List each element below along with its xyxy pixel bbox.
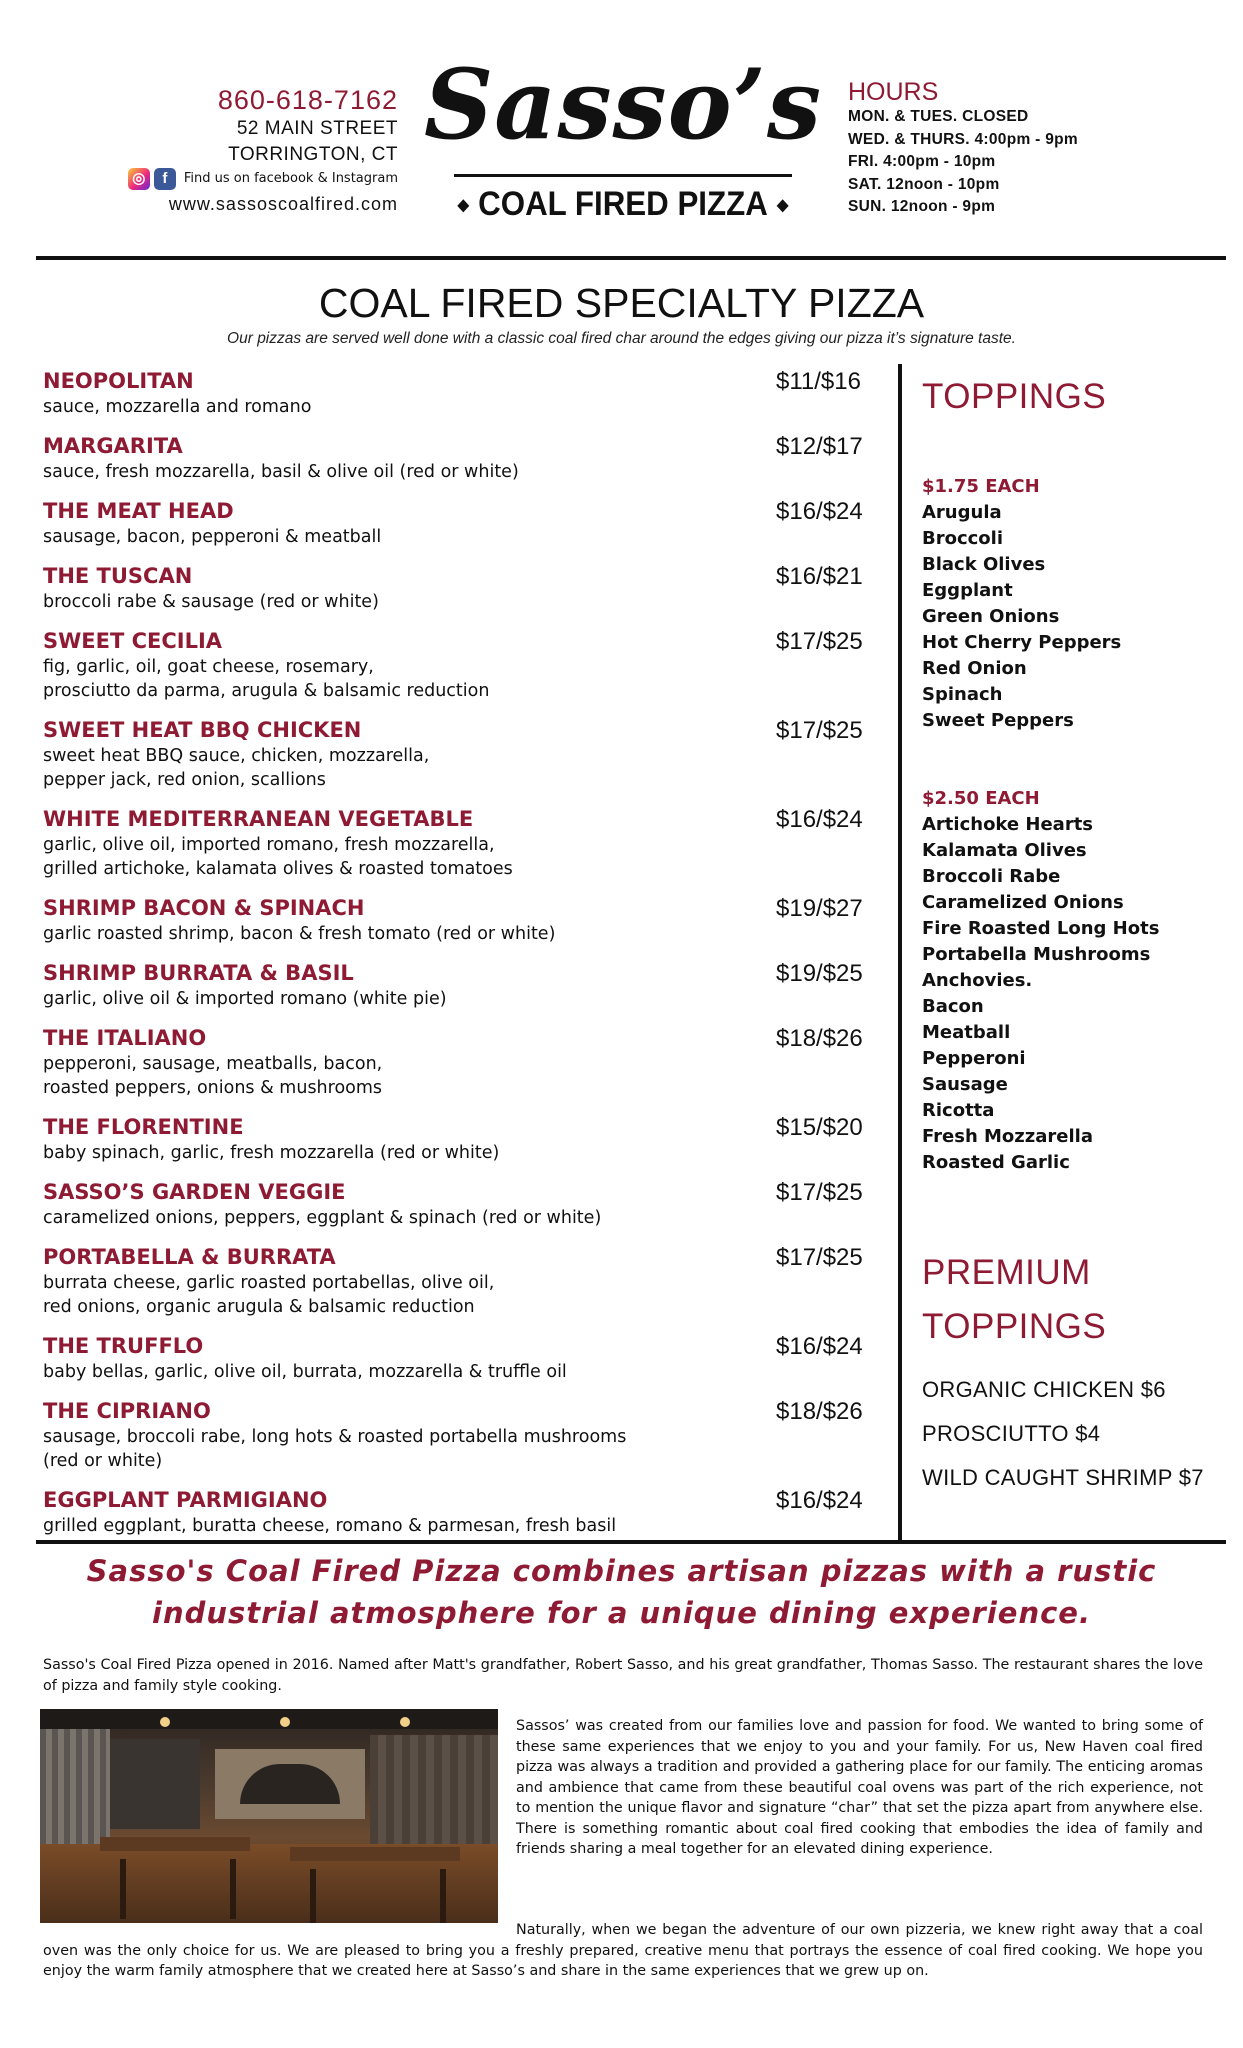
about-paragraph-2: Sassos’ was created from our families love and passion for food. We wanted to bring some of these same experiences that we enjoy to you and your family. For us, New Haven coal fired pizza was always a tradition and provided a gathering place for our family. The enticing aromas and ambience that came from these beautiful coal ovens was part of the rich experience, not to mention the unique flavor and signature “char” that set the pizza apart from anywhere else. There is something romantic about coal fired cooking that embodies the idea of family and friends sharing a meal together for an elevated dining experience.	[516, 1718, 1203, 1857]
pizza-item	[43, 895, 883, 946]
pizza-price: $16/$24	[776, 1333, 863, 1360]
facebook-icon[interactable]: f	[154, 168, 176, 190]
pizza-price: $17/$25	[776, 628, 863, 655]
toppings-group-2	[922, 812, 1222, 1176]
pizza-item	[43, 368, 883, 419]
section-title: COAL FIRED SPECIALTY PIZZA	[318, 280, 925, 326]
pizza-description: (red or white)	[43, 1451, 163, 1471]
hours-line: SUN. 12noon - 9pm	[848, 198, 996, 215]
pizza-name: THE FLORENTINE	[43, 1115, 244, 1139]
instagram-icon[interactable]: ◎	[128, 168, 150, 190]
logo	[418, 50, 828, 230]
topping-item: Sausage	[922, 1074, 1008, 1095]
about-paragraph-3: Naturally, when we began the adventure of our own pizzeria, we knew right away that a coal oven was the only choice for us. We are pleased to bring you a freshly prepared, creative menu that portrays the essence of coal fired cooking. We hope you enjoy the warm family atmosphere that we created here at Sasso’s and share in the same experiences that we grew up on.	[43, 1922, 1203, 1979]
pizza-description: garlic, olive oil, imported romano, fresh mozzarella,	[43, 835, 495, 855]
pizza-name: SHRIMP BACON & SPINACH	[43, 896, 365, 920]
topping-item: Caramelized Onions	[922, 892, 1124, 913]
column-divider	[898, 364, 902, 1540]
toppings-price-tier-2: $2.50 EACH	[922, 788, 1040, 809]
divider	[36, 1540, 1226, 1544]
divider	[36, 256, 1226, 260]
topping-item: Roasted Garlic	[922, 1152, 1070, 1173]
pizza-price: $16/$24	[776, 806, 863, 833]
pizza-name: SWEET CECILIA	[43, 629, 223, 653]
pizza-item	[43, 1398, 883, 1473]
topping-item: Ricotta	[922, 1100, 995, 1121]
topping-item: Eggplant	[922, 580, 1013, 601]
pizza-item	[43, 1179, 883, 1230]
topping-item: Pepperoni	[922, 1048, 1026, 1069]
toppings-price-tier-1: $1.75 EACH	[922, 476, 1040, 497]
pizza-item	[43, 1487, 883, 1538]
hours-block	[848, 78, 1228, 219]
pizza-name: SHRIMP BURRATA & BASIL	[43, 961, 354, 985]
logo-script: Sasso’s	[423, 48, 823, 161]
restaurant-interior-photo	[40, 1709, 498, 1923]
pizza-item	[43, 1244, 883, 1319]
diamond-icon: ◆	[457, 197, 469, 215]
pizza-price: $15/$20	[776, 1114, 863, 1141]
pizza-item	[43, 960, 883, 1011]
pizza-price: $16/$24	[776, 1487, 863, 1514]
pizza-name: THE CIPRIANO	[43, 1399, 211, 1423]
toppings-title: TOPPINGS	[922, 377, 1107, 416]
topping-item: Red Onion	[922, 658, 1027, 679]
pizza-description: pepperoni, sausage, meatballs, bacon,	[43, 1054, 383, 1074]
pizza-name: THE TRUFFLO	[43, 1334, 204, 1358]
premium-topping-item: WILD CAUGHT SHRIMP $7	[922, 1465, 1204, 1490]
pizza-description: sausage, bacon, pepperoni & meatball	[43, 527, 382, 547]
tagline-line-2: industrial atmosphere for a unique dining experience.	[152, 1596, 1091, 1630]
address-line-1: 52 MAIN STREET	[236, 118, 398, 139]
pizza-name: MARGARITA	[43, 434, 183, 458]
phone-number[interactable]: 860-618-7162	[217, 85, 398, 115]
address-line-2: TORRINGTON, CT	[228, 144, 398, 165]
premium-title-2: TOPPINGS	[922, 1307, 1107, 1346]
pizza-price: $19/$27	[776, 895, 863, 922]
premium-title-1: PREMIUM	[922, 1253, 1091, 1292]
spacer	[922, 1354, 1222, 1368]
premium-topping-item: PROSCIUTTO $4	[922, 1421, 1101, 1446]
pizza-price: $16/$24	[776, 498, 863, 525]
pizza-name: THE ITALIANO	[43, 1026, 207, 1050]
pizza-price: $17/$25	[776, 1244, 863, 1271]
logo-subtitle	[434, 178, 811, 232]
pizza-item	[43, 433, 883, 484]
spacer	[922, 424, 1222, 474]
contact-block	[58, 84, 398, 218]
pizza-item	[43, 717, 883, 792]
pizza-description: sauce, fresh mozzarella, basil & olive oil (red or white)	[43, 462, 519, 482]
social-text: Find us on facebook & Instagram	[183, 171, 398, 186]
topping-item: Arugula	[922, 502, 1002, 523]
toppings-column	[922, 370, 1222, 1500]
topping-item: Bacon	[922, 996, 984, 1017]
pizza-name: THE TUSCAN	[43, 564, 193, 588]
pizza-item	[43, 1114, 883, 1165]
about-paragraph-1: Sasso's Coal Fired Pizza opened in 2016. Named after Matt's grandfather, Robert Sasso, and his great grandfather, Thomas Sasso. The restaurant shares the love of pizza and family style cooking.	[43, 1657, 1203, 1694]
pizza-description: garlic roasted shrimp, bacon & fresh tomato (red or white)	[43, 924, 556, 944]
pizza-item	[43, 806, 883, 881]
pizza-description: baby bellas, garlic, olive oil, burrata, mozzarella & truffle oil	[43, 1362, 567, 1382]
topping-item: Black Olives	[922, 554, 1046, 575]
section-subtitle: Our pizzas are served well done with a classic coal fired char around the edges giving our pizza it’s signature taste.	[227, 330, 1016, 347]
topping-item: Meatball	[922, 1022, 1011, 1043]
topping-item: Artichoke Hearts	[922, 814, 1094, 835]
pizza-name: PORTABELLA & BURRATA	[43, 1245, 336, 1269]
pizza-price: $12/$17	[776, 433, 863, 460]
topping-item: Broccoli Rabe	[922, 866, 1061, 887]
topping-item: Fresh Mozzarella	[922, 1126, 1093, 1147]
premium-topping-item: ORGANIC CHICKEN $6	[922, 1377, 1166, 1402]
pizza-price: $17/$25	[776, 1179, 863, 1206]
hours-line: MON. & TUES. CLOSED	[848, 108, 1029, 125]
logo-rule	[454, 174, 792, 177]
pizza-description: sausage, broccoli rabe, long hots & roasted portabella mushrooms	[43, 1427, 627, 1447]
social-row	[58, 168, 398, 190]
pizza-description: pepper jack, red onion, scallions	[43, 770, 326, 790]
hours-line: FRI. 4:00pm - 10pm	[848, 153, 996, 170]
spacer	[922, 1176, 1222, 1246]
pizza-description: baby spinach, garlic, fresh mozzarella (red or white)	[43, 1143, 500, 1163]
pizza-price: $19/$25	[776, 960, 863, 987]
pizza-name: SASSO’S GARDEN VEGGIE	[43, 1180, 346, 1204]
logo-subtitle-text: COAL FIRED PIZZA	[478, 185, 768, 223]
hours-title: HOURS	[848, 78, 939, 106]
pizza-item	[43, 1333, 883, 1384]
premium-list	[922, 1368, 1222, 1500]
pizza-item	[43, 1025, 883, 1100]
topping-item: Fire Roasted Long Hots	[922, 918, 1160, 939]
pizza-description: broccoli rabe & sausage (red or white)	[43, 592, 379, 612]
pizza-price: $17/$25	[776, 717, 863, 744]
hours-line: WED. & THURS. 4:00pm - 9pm	[848, 130, 1078, 148]
pizza-description: prosciutto da parma, arugula & balsamic reduction	[43, 681, 490, 701]
pizza-price: $18/$26	[776, 1398, 863, 1425]
pizza-name: WHITE MEDITERRANEAN VEGETABLE	[43, 807, 474, 831]
pizza-description: red onions, organic arugula & balsamic reduction	[43, 1297, 475, 1317]
pizza-name: NEOPOLITAN	[43, 369, 194, 393]
topping-item: Anchovies.	[922, 970, 1033, 991]
pizza-description: burrata cheese, garlic roasted portabellas, olive oil,	[43, 1273, 495, 1293]
tagline	[0, 1550, 1243, 1634]
pizza-description: roasted peppers, onions & mushrooms	[43, 1078, 383, 1098]
spacer	[922, 734, 1222, 786]
pizza-item	[43, 563, 883, 614]
pizza-description: garlic, olive oil & imported romano (white pie)	[43, 989, 447, 1009]
topping-item: Broccoli	[922, 528, 1004, 549]
pizza-list	[43, 368, 883, 1552]
topping-item: Sweet Peppers	[922, 710, 1074, 731]
pizza-description: sauce, mozzarella and romano	[43, 397, 312, 417]
pizza-name: THE MEAT HEAD	[43, 499, 234, 523]
pizza-price: $18/$26	[776, 1025, 863, 1052]
website-link[interactable]: www.sassoscoalfired.com	[168, 194, 398, 214]
pizza-item	[43, 628, 883, 703]
diamond-icon: ◆	[777, 197, 789, 215]
toppings-group-1	[922, 500, 1222, 734]
topping-item: Green Onions	[922, 606, 1060, 627]
pizza-description: fig, garlic, oil, goat cheese, rosemary,	[43, 657, 374, 677]
topping-item: Kalamata Olives	[922, 840, 1087, 861]
tagline-line-1: Sasso's Coal Fired Pizza combines artisan pizzas with a rustic	[86, 1554, 1157, 1588]
hours-line: SAT. 12noon - 10pm	[848, 175, 1000, 193]
topping-item: Hot Cherry Peppers	[922, 632, 1122, 653]
pizza-description: grilled artichoke, kalamata olives & roasted tomatoes	[43, 859, 513, 879]
pizza-name: SWEET HEAT BBQ CHICKEN	[43, 718, 362, 742]
menu-header	[0, 0, 1243, 250]
pizza-item	[43, 498, 883, 549]
pizza-price: $11/$16	[776, 368, 861, 395]
topping-item: Portabella Mushrooms	[922, 944, 1151, 965]
pizza-name: EGGPLANT PARMIGIANO	[43, 1488, 328, 1512]
topping-item: Spinach	[922, 684, 1003, 705]
pizza-description: caramelized onions, peppers, eggplant & spinach (red or white)	[43, 1208, 602, 1228]
pizza-price: $16/$21	[776, 563, 863, 590]
pizza-description: sweet heat BBQ sauce, chicken, mozzarella,	[43, 746, 430, 766]
pizza-description: grilled eggplant, buratta cheese, romano & parmesan, fresh basil	[43, 1516, 617, 1536]
